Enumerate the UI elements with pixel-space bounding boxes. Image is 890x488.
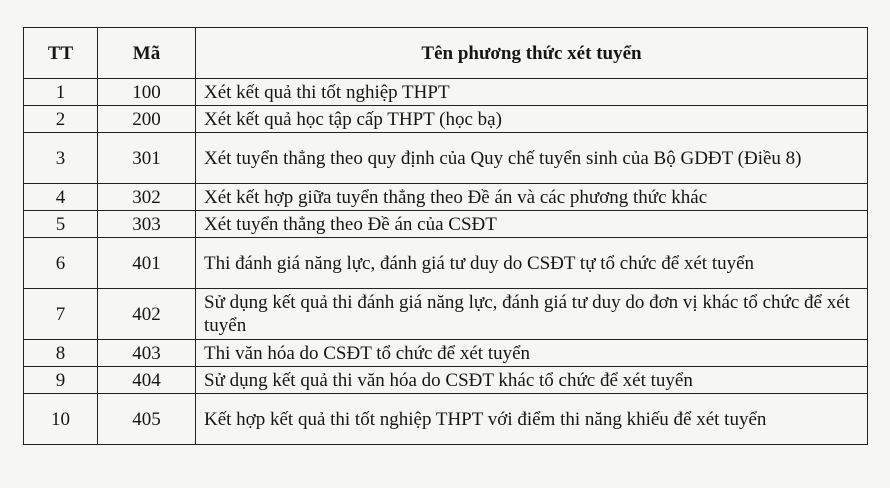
table-row [24, 133, 868, 184]
cell-method-name: Xét kết hợp giữa tuyển thẳng theo Đề án và các phương thức khác [196, 184, 868, 211]
cell-method-name: Xét tuyển thẳng theo quy định của Quy chế tuyển sinh của Bộ GDĐT (Điều 8) [196, 133, 868, 184]
cell-method-name: Xét kết quả thi tốt nghiệp THPT [196, 79, 868, 106]
cell-tt: 2 [24, 106, 98, 133]
cell-ma: 301 [98, 133, 196, 184]
table-row [24, 289, 868, 340]
cell-method-name: Sử dụng kết quả thi đánh giá năng lực, đánh giá tư duy do đơn vị khác tổ chức để xét tuyển [196, 289, 868, 340]
table-row [24, 367, 868, 394]
cell-method-name: Thi đánh giá năng lực, đánh giá tư duy do CSĐT tự tổ chức để xét tuyển [196, 238, 868, 289]
cell-tt: 7 [24, 289, 98, 340]
cell-ma: 403 [98, 340, 196, 367]
cell-tt: 1 [24, 79, 98, 106]
header-ma: Mã [98, 28, 196, 79]
cell-tt: 8 [24, 340, 98, 367]
cell-tt: 10 [24, 394, 98, 445]
table-row [24, 211, 868, 238]
header-tt: TT [24, 28, 98, 79]
header-method-name: Tên phương thức xét tuyển [196, 28, 868, 79]
cell-method-name: Xét tuyển thẳng theo Đề án của CSĐT [196, 211, 868, 238]
table-row [24, 184, 868, 211]
table-row [24, 238, 868, 289]
cell-method-name: Sử dụng kết quả thi văn hóa do CSĐT khác tổ chức để xét tuyển [196, 367, 868, 394]
table-row [24, 340, 868, 367]
cell-ma: 200 [98, 106, 196, 133]
table-header-row [24, 28, 868, 79]
table-row [24, 106, 868, 133]
cell-method-name: Kết hợp kết quả thi tốt nghiệp THPT với điểm thi năng khiếu để xét tuyển [196, 394, 868, 445]
admission-methods-table [23, 27, 868, 445]
cell-method-name: Xét kết quả học tập cấp THPT (học bạ) [196, 106, 868, 133]
cell-tt: 3 [24, 133, 98, 184]
cell-tt: 6 [24, 238, 98, 289]
cell-ma: 100 [98, 79, 196, 106]
table-row [24, 79, 868, 106]
table-row [24, 394, 868, 445]
cell-ma: 402 [98, 289, 196, 340]
cell-ma: 302 [98, 184, 196, 211]
cell-tt: 5 [24, 211, 98, 238]
cell-method-name: Thi văn hóa do CSĐT tổ chức để xét tuyển [196, 340, 868, 367]
cell-ma: 405 [98, 394, 196, 445]
cell-ma: 401 [98, 238, 196, 289]
cell-ma: 404 [98, 367, 196, 394]
cell-tt: 9 [24, 367, 98, 394]
cell-tt: 4 [24, 184, 98, 211]
cell-ma: 303 [98, 211, 196, 238]
